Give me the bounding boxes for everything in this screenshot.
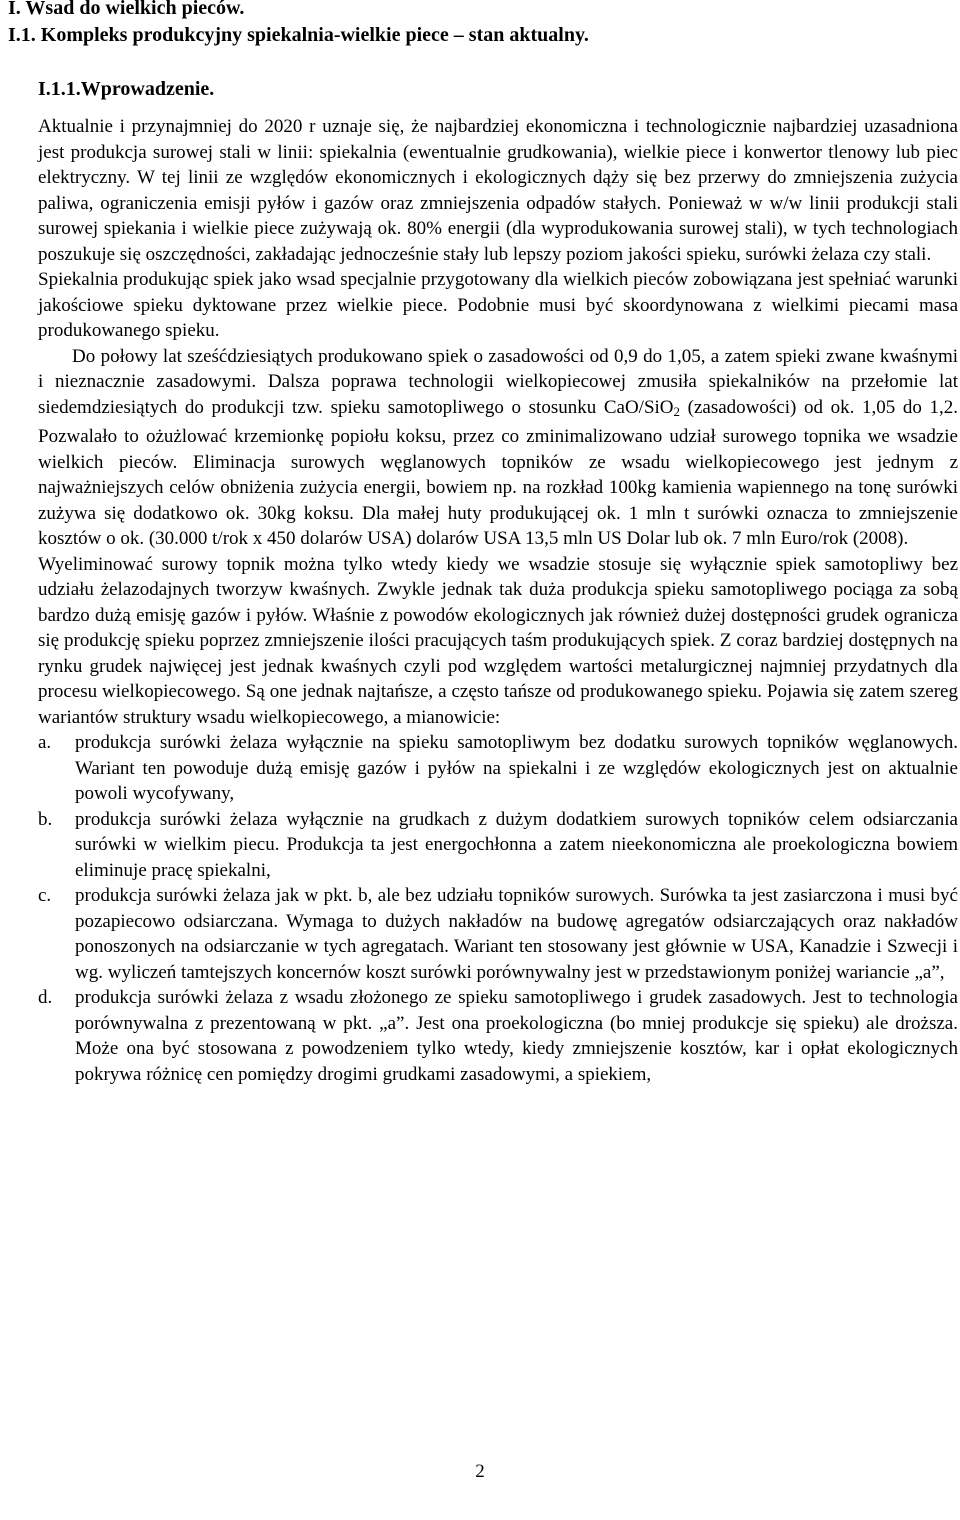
list-item [38,985,958,1087]
list-marker: c. [38,885,52,906]
list-marker: d. [38,987,53,1008]
variant-list [38,730,958,1087]
list-item-text: produkcja surówki żelaza z wsadu złożonego ze spieku samotopliwego i grudek zasadowych. Jest to technologia porównywalna z prezentowaną w pkt. „a”. Jest ona proekologiczna (bo mniej produkcje się spieku) ale droższa. Może ona być stosowana z powodzeniem tylko wtedy, kiedy zmniejszenie kosztów, kar i opłat ekologicznych pokrywa różnicę cen pomiędzy drogimi grudkami zasadowymi, a spiekiem, [75,987,958,1085]
list-marker: a. [38,732,52,753]
subsection-heading: I.1.1.Wprowadzenie. [38,78,215,100]
page-number: 2 [475,1461,485,1482]
list-item [38,807,958,884]
list-item-text: produkcja surówki żelaza jak w pkt. b, ale bez udziału topników surowych. Surówka ta jest zasiarczona i musi być pozapiecowo odsiarczana. Wymaga to dużych nakładów na budowę agregatów odsiarczających oraz nakładów ponoszonych na odsiarczanie w tych agregatach. Wariant ten stosowany jest głównie w USA, Kanadzie i Szwecji i wg. wyliczeń tamtejszych koncernów koszt surówki porównywalny jest w przedstawionym poniżej wariancie „a”, [75,885,958,983]
paragraph-basicity [38,344,958,552]
list-item-text: produkcja surówki żelaza wyłącznie na spieku samotopliwym bez dodatku surowych topników węglanowych. Wariant ten powoduje dużą emisję gazów i pyłów na spiekalni i ze względów ekologicznych jest on aktualnie powoli wycofywany, [75,732,958,804]
list-marker: b. [38,808,53,830]
basicity-text-end: (zasadowości) od ok. 1,05 do 1,2. Pozwalało to ożużlować krzemionkę popiołu koksu, przez co zminimalizowano udział surowego topnika we wsadzie wielkich pieców. Eliminacja surowych węglanowych topników ze wsadu wielkopiecowego jest jednym z najważniejszych celów obniżenia zużycia energii, bowiem np. na rozkład 100kg kamienia wapiennego na tonę surówki zużywa się dodatkowo ok. 30kg koksu. Dla małej huty produkującej ok. 1 mln t surówki oznacza to zmniejszenie kosztów o ok. (30.000 t/rok x 450 dolarów USA) dolarów USA 13,5 mln US Dolar lub ok. 7 mln Euro/rok (2008). [38,396,958,549]
document-body [38,114,958,1087]
list-item [38,730,958,807]
list-item [38,883,958,985]
basicity-text-start: Do połowy lat sześćdziesiątych produkowano spiek o zasadowości od 0,9 do 1,05, a zatem spieki zwane kwaśnymi i nieznacznie zasadowymi. Dalsza poprawa technologii wielkopiecowej zmusiła spiekalników na przełomie lat siedemdziesiątych do produkcji tzw. spieku samotopliwego o stosunku CaO/SiO [38,345,958,418]
paragraph-sinter-plant: Spiekalnia produkując spiek jako wsad specjalnie przygotowany dla wielkich pieców zobowiązana jest spełniać warunki jakościowe spieku dyktowane przez wielkie piece. Podobnie musi być skoordynowana z wielkimi piecami masa produkowanego spieku. [38,269,958,341]
subscript-two: 2 [673,403,681,419]
chapter-heading: I. Wsad do wielkich pieców. [8,0,245,19]
list-item-text: produkcja surówki żelaza wyłącznie na grudkach z dużym dodatkiem surowych topników celem odsiarczania surówki w wielkim piecu. Produkcja ta jest energochłonna a zatem nieekonomiczna ale proekologiczna bowiem eliminuje pracę spiekalni, [75,808,958,881]
section-heading: I.1. Kompleks produkcyjny spiekalnia-wielkie piece – stan aktualny. [8,24,589,46]
paragraph-flux-elimination: Wyeliminować surowy topnik można tylko wtedy kiedy we wsadzie stosuje się wyłącznie spiek samotopliwy bez udziału żelazodajnych tworzyw kwaśnych. Zwykle jednak tak duża produkcja spieku samotopliwego pociąga za sobą bardzo dużą emisję gazów i pyłów. Właśnie z powodów ekologicznych jak również dużej dostępności grudek ogranicza się produkcję spieku poprzez zmniejszenie ilości pracujących taśm produkujących spiek. Z coraz bardziej dostępnych na rynku grudek najwięcej jest jednak kwaśnych czyli pod względem wartości metalurgicznej najmniej przydatnych dla procesu wielkopiecowego. Są one jednak najtańsze, a często tańsze od produkowanego spieku. Pojawia się zatem szereg wariantów struktury wsadu wielkopiecowego, a mianowicie: [38,553,958,728]
paragraph-intro: Aktualnie i przynajmniej do 2020 r uznaje się, że najbardziej ekonomiczna i technologicznie najbardziej uzasadniona jest produkcja surowej stali w linii: spiekalnia (ewentualnie grudkowania), wielkie piece i konwertor tlenowy lub piec elektryczny. W tej linii ze względów ekonomicznych i ekologicznych dąży się bez przerwy do zmniejszenia zużycia paliwa, ograniczenia emisji pyłów i gazów oraz zmniejszenia odpadów stałych. Ponieważ w w/w linii produkcji stali surowej spiekania i wielkie piece zużywają ok. 80% energii (dla wyprodukowania surowej stali), w tych technologiach poszukuje się oszczędności, zakładając jednocześnie stały lub lepszy poziom jakości spieku, surówki żelaza czy stali. [38,116,958,265]
